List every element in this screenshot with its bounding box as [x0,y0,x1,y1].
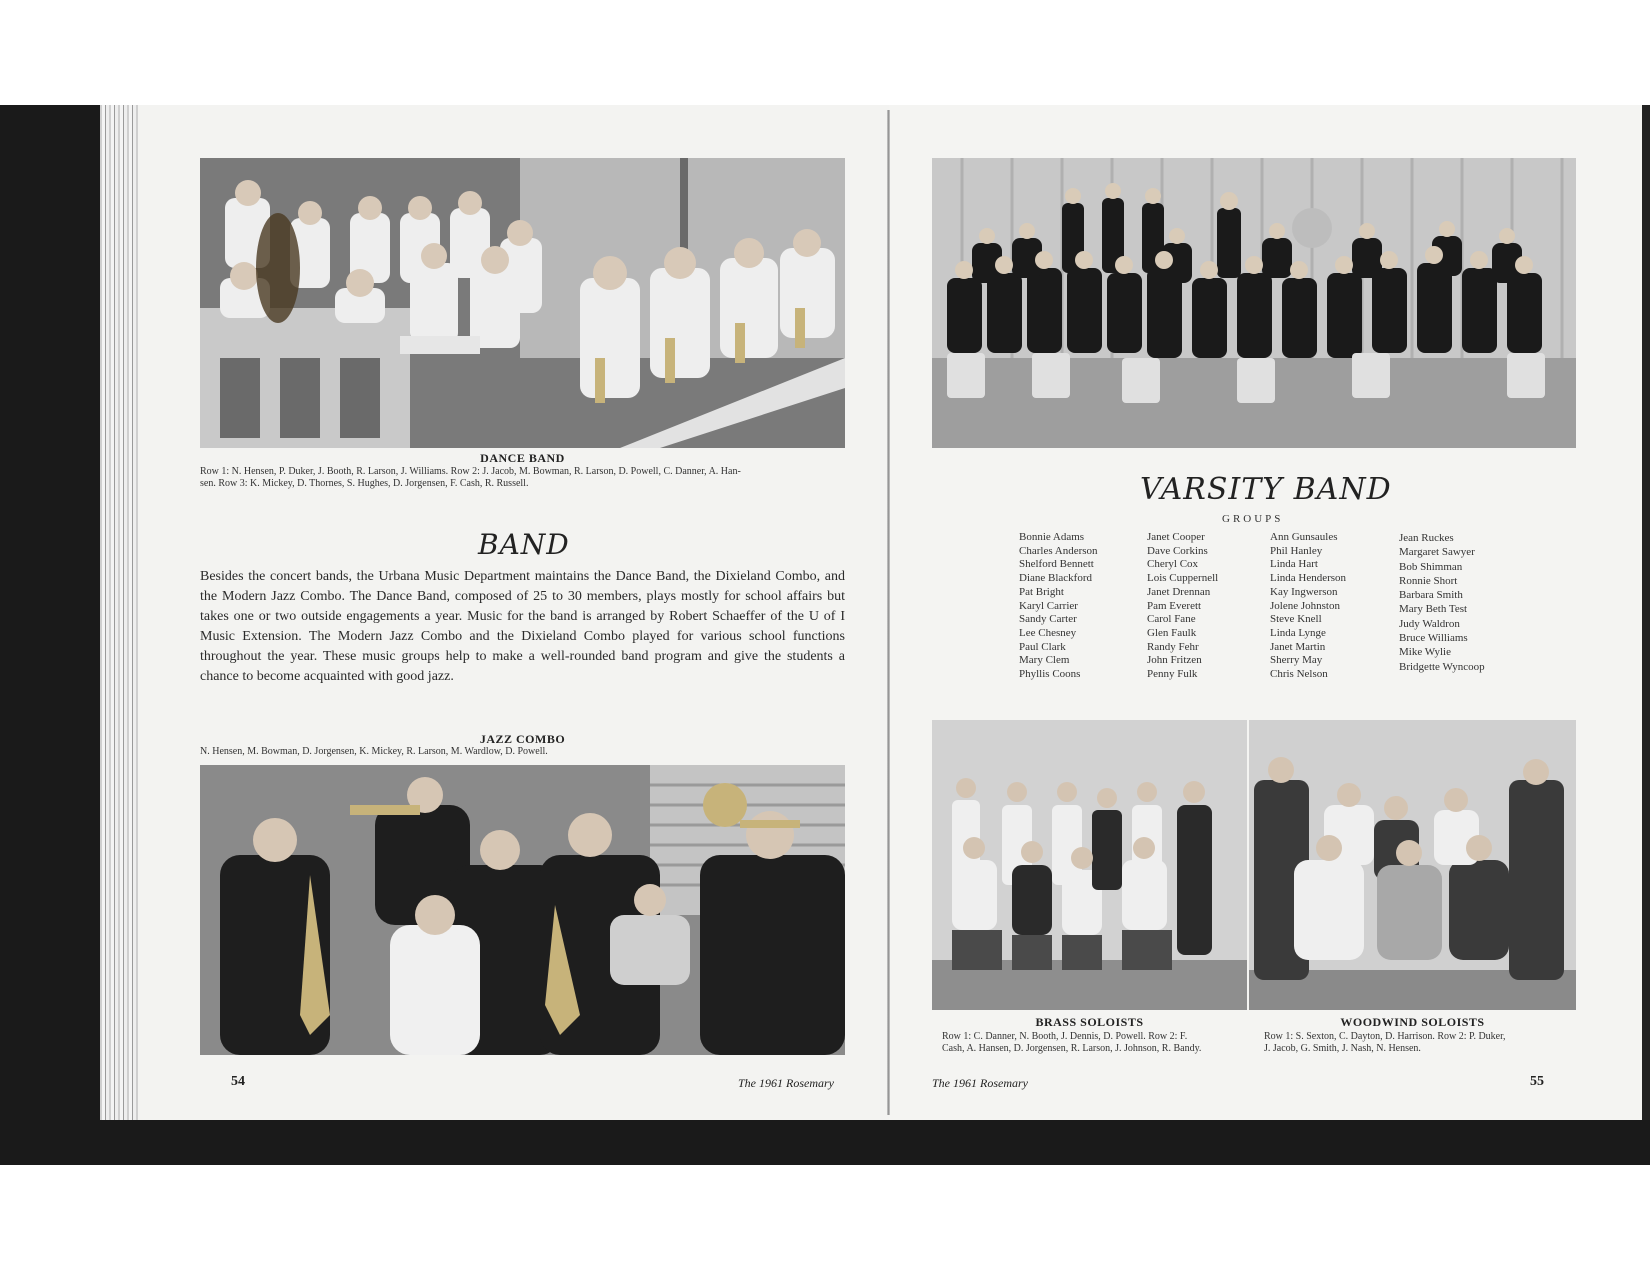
right-running-title: The 1961 Rosemary [932,1076,1028,1090]
list-item: Pam Everett [1147,599,1202,612]
woodwind-soloists-caption-line-1: Row 1: S. Sexton, C. Dayton, D. Harrison. Row 2: P. Duker, [1264,1031,1506,1042]
list-item: Lee Chesney [1019,626,1077,639]
list-item: Charles Anderson [1019,544,1098,557]
varsity-band-heading: VARSITY BAND [1140,472,1392,507]
list-item: Carol Fane [1147,613,1196,626]
band-heading: BAND [478,528,570,561]
list-item: Penny Fulk [1147,668,1198,681]
list-item: Shelford Bennett [1019,558,1094,571]
list-item: Judy Waldron [1399,617,1460,630]
list-item: Linda Lynge [1270,626,1326,639]
list-item: Pat Bright [1019,585,1064,598]
list-item: Bruce Williams [1399,632,1468,645]
list-item: Bridgette Wyncoop [1399,660,1485,673]
list-item: Randy Fehr [1147,640,1199,653]
jazz-combo-title: JAZZ COMBO [479,732,566,746]
names-column-4 [1399,531,1485,674]
brass-soloists-caption-line-2: Cash, A. Hansen, D. Jorgensen, R. Larson, J. Johnson, R. Bandy. [942,1043,1202,1054]
list-item: Ronnie Short [1399,574,1458,587]
list-item: Mike Wylie [1399,646,1451,659]
list-item: Bonnie Adams [1019,531,1085,543]
list-item: Mary Beth Test [1399,603,1468,616]
woodwind-soloists-title: WOODWIND SOLOISTS [1340,1015,1485,1029]
woodwind-soloists-photo [1249,720,1576,1010]
list-item: Kay Ingwerson [1270,585,1338,598]
list-item: Jolene Johnston [1270,599,1340,612]
list-item: Dave Corkins [1147,544,1208,557]
right-edge [1642,105,1650,1120]
list-item: Chris Nelson [1270,668,1328,681]
list-item: Jean Ruckes [1399,532,1454,544]
dance-band-photo [200,158,845,448]
list-item: Lois Cuppernell [1147,572,1219,585]
list-item: Phyllis Coons [1019,668,1081,681]
list-item: Janet Martin [1270,640,1326,653]
names-column-3 [1270,531,1346,682]
jazz-combo-photo [200,765,845,1055]
right-page-number: 55 [1530,1074,1544,1089]
list-item: Linda Henderson [1270,572,1347,585]
left-page-number: 54 [231,1074,245,1089]
names-column-1 [1019,531,1098,682]
band-body-text: Besides the concert bands, the Urbana Music Department maintains the Dance Band, the Dixieland Combo, and the Modern Jazz Combo. The Dance Band, composed of 25 to 30 members, plays mostly for school affairs but takes one or two outside engagements a year. Music for the band is arranged by Robert Schaeffer of the U of I Music Extension. The Modern Jazz Combo and the Dixieland Combo played for various school functions throughout the year. These music groups help to make a well-rounded band program and give the students a chance to become acquainted with good jazz. [200,569,845,684]
list-item: Karyl Carrier [1019,599,1078,612]
brass-soloists-photo [932,720,1247,1010]
brass-soloists-title: BRASS SOLOISTS [1035,1015,1144,1029]
list-item: Sandy Carter [1019,613,1077,626]
list-item: Linda Hart [1270,558,1318,571]
book-gutter [887,110,890,1115]
list-item: Phil Hanley [1270,544,1323,557]
list-item: John Fritzen [1147,654,1202,667]
brass-soloists-caption-line-1: Row 1: C. Danner, N. Booth, J. Dennis, D. Powell. Row 2: F. [942,1031,1188,1042]
varsity-band-photo [932,158,1576,448]
list-item: Diane Blackford [1019,572,1092,585]
woodwind-soloists-caption-line-2: J. Jacob, G. Smith, J. Nash, N. Hensen. [1264,1043,1421,1054]
names-column-2 [1147,531,1218,682]
list-item: Mary Clem [1019,654,1070,667]
list-item: Ann Gunsaules [1270,531,1338,543]
left-running-title: The 1961 Rosemary [738,1076,834,1090]
dance-band-title: DANCE BAND [480,451,565,465]
list-item: Janet Cooper [1147,531,1205,543]
list-item: Janet Drennan [1147,585,1211,598]
list-item: Sherry May [1270,654,1323,667]
page-edges [100,105,138,1120]
list-item: Bob Shimman [1399,560,1463,573]
list-item: Steve Knell [1270,613,1322,626]
groups-label: GROUPS [1222,513,1284,525]
list-item: Paul Clark [1019,640,1066,653]
dance-band-caption-line-1: Row 1: N. Hensen, P. Duker, J. Booth, R. Larson, J. Williams. Row 2: J. Jacob, M. Bowman, R. Larson, D. Powell, C. Danner, A. Han- [200,466,741,477]
list-item: Margaret Sawyer [1399,546,1475,559]
jazz-combo-caption: N. Hensen, M. Bowman, D. Jorgensen, K. Mickey, R. Larson, M. Wardlow, D. Powell. [200,746,548,757]
list-item: Barbara Smith [1399,589,1463,602]
dance-band-caption-line-2: sen. Row 3: K. Mickey, D. Thornes, S. Hughes, D. Jorgensen, F. Cash, R. Russell. [200,478,529,489]
list-item: Cheryl Cox [1147,558,1199,571]
list-item: Glen Faulk [1147,626,1197,639]
